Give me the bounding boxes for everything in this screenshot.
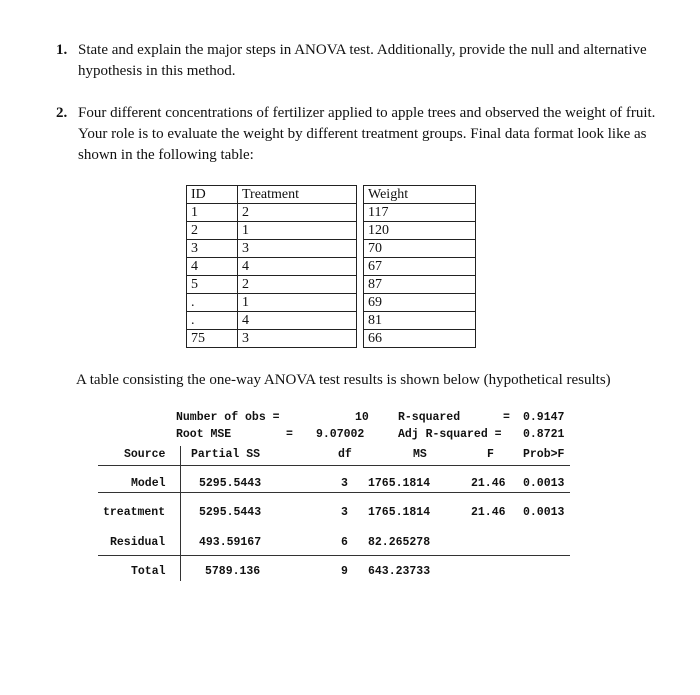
- rmse-equals: =: [286, 428, 293, 441]
- row-df-total: 9: [341, 565, 348, 578]
- column-gap: [357, 222, 364, 240]
- data-table-header-row: [187, 186, 476, 204]
- table-row: [187, 312, 476, 330]
- anova-output: [0, 408, 700, 588]
- source-divider: [180, 446, 181, 581]
- adj-r2-value: 0.8721: [523, 428, 565, 441]
- r2-label: R-squared: [398, 411, 461, 424]
- row-source-treatment: treatment: [103, 506, 166, 519]
- row-source-total: Total: [131, 565, 166, 578]
- cell-treatment: 2: [238, 276, 357, 294]
- row-p-treatment: 0.0013: [523, 506, 565, 519]
- cell-treatment: 3: [238, 330, 357, 348]
- anova-caption: A table consisting the one-way ANOVA test results is shown below (hypothetical results): [76, 372, 611, 388]
- table-row: [187, 276, 476, 294]
- row-ss-residual: 493.59167: [199, 536, 262, 549]
- row-f-model: 21.46: [471, 477, 506, 490]
- col-df: df: [338, 448, 352, 461]
- row-ms-model: 1765.1814: [368, 477, 431, 490]
- cell-id: 3: [187, 240, 238, 258]
- cell-weight: 87: [364, 276, 476, 294]
- row-ms-total: 643.23733: [368, 565, 431, 578]
- cell-weight: 67: [364, 258, 476, 276]
- column-gap: [357, 186, 364, 204]
- row-ss-total: 5789.136: [205, 565, 261, 578]
- row-df-treatment: 3: [341, 506, 348, 519]
- rmse-label: Root MSE: [176, 428, 232, 441]
- cell-weight: 117: [364, 204, 476, 222]
- row-ss-treatment: 5295.5443: [199, 506, 262, 519]
- col-source: Source: [124, 448, 166, 461]
- question-1-number: 1.: [56, 42, 68, 58]
- column-gap: [357, 204, 364, 222]
- row-df-model: 3: [341, 477, 348, 490]
- fertilizer-data-table: [186, 185, 476, 348]
- cell-treatment: 1: [238, 294, 357, 312]
- col-ms: MS: [413, 448, 427, 461]
- column-gap: [357, 294, 364, 312]
- cell-weight: 66: [364, 330, 476, 348]
- cell-treatment: 2: [238, 204, 357, 222]
- col-partial-ss: Partial SS: [191, 448, 261, 461]
- header-rule: [98, 465, 570, 466]
- row-source-residual: Residual: [110, 536, 166, 549]
- question-1-text: State and explain the major steps in ANOVA test. Additionally, provide the null and alternative hypothesis in this method.: [78, 42, 647, 79]
- table-row: [187, 294, 476, 312]
- row-ms-residual: 82.265278: [368, 536, 431, 549]
- cell-treatment: 4: [238, 312, 357, 330]
- cell-weight: 69: [364, 294, 476, 312]
- header-treatment: Treatment: [238, 186, 357, 204]
- cell-weight: 81: [364, 312, 476, 330]
- table-row: [187, 204, 476, 222]
- rmse-value: 9.07002: [316, 428, 365, 441]
- header-weight: Weight: [364, 186, 476, 204]
- cell-treatment: 4: [238, 258, 357, 276]
- r2-equals: =: [503, 411, 510, 424]
- column-gap: [357, 330, 364, 348]
- column-gap: [357, 258, 364, 276]
- row-source-model: Model: [131, 477, 166, 490]
- r2-value: 0.9147: [523, 411, 565, 424]
- header-id: ID: [187, 186, 238, 204]
- cell-id: 2: [187, 222, 238, 240]
- cell-id: 5: [187, 276, 238, 294]
- col-prob-f: Prob>F: [523, 448, 565, 461]
- table-row: [187, 240, 476, 258]
- cell-id: 4: [187, 258, 238, 276]
- question-2-number: 2.: [56, 105, 68, 121]
- cell-id: .: [187, 294, 238, 312]
- table-row: [187, 222, 476, 240]
- model-rule: [98, 492, 570, 493]
- cell-treatment: 3: [238, 240, 357, 258]
- cell-id: .: [187, 312, 238, 330]
- nobs-label: Number of obs =: [176, 411, 280, 424]
- cell-weight: 120: [364, 222, 476, 240]
- column-gap: [357, 240, 364, 258]
- cell-id: 75: [187, 330, 238, 348]
- table-row: [187, 330, 476, 348]
- cell-weight: 70: [364, 240, 476, 258]
- row-p-model: 0.0013: [523, 477, 565, 490]
- col-f: F: [487, 448, 494, 461]
- row-ss-model: 5295.5443: [199, 477, 262, 490]
- row-ms-treatment: 1765.1814: [368, 506, 431, 519]
- row-df-residual: 6: [341, 536, 348, 549]
- column-gap: [357, 312, 364, 330]
- row-f-treatment: 21.46: [471, 506, 506, 519]
- residual-rule: [98, 555, 570, 556]
- cell-treatment: 1: [238, 222, 357, 240]
- question-2-text: Four different concentrations of fertilizer applied to apple trees and observed the weight of fruit. Your role is to evaluate the weight by different treatment groups. Final data format look like as shown in the following table:: [78, 105, 656, 163]
- cell-id: 1: [187, 204, 238, 222]
- adj-r2-label: Adj R-squared =: [398, 428, 502, 441]
- table-row: [187, 258, 476, 276]
- nobs-value: 10: [355, 411, 369, 424]
- column-gap: [357, 276, 364, 294]
